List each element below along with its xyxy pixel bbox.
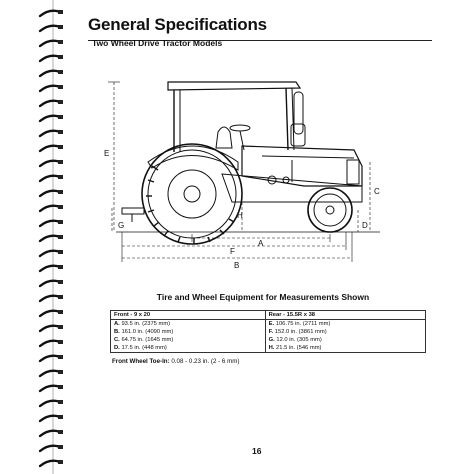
binding-hole	[58, 205, 63, 209]
spiral-coil	[40, 221, 60, 226]
spiral-coil	[40, 326, 60, 331]
spiral-coil	[40, 176, 60, 181]
binding-hole	[58, 235, 63, 239]
spiral-coil	[40, 161, 60, 166]
binding-hole	[58, 100, 63, 104]
binding-hole	[58, 310, 63, 314]
binding-hole	[58, 280, 63, 284]
binding-hole	[58, 295, 63, 299]
binding-hole	[58, 460, 63, 464]
binding-hole	[58, 415, 63, 419]
spiral-coil	[40, 41, 60, 46]
spiral-binding	[36, 0, 66, 474]
spiral-coil	[40, 296, 60, 301]
table-title: Tire and Wheel Equipment for Measurements Shown	[156, 292, 370, 302]
binding-hole	[58, 370, 63, 374]
tractor-drawing	[92, 62, 392, 284]
binding-hole	[58, 250, 63, 254]
measurement-row: C. 64.75 in. (1645 mm)	[114, 337, 174, 343]
measurement-row: G. 12.0 in. (305 mm)	[268, 337, 322, 343]
front-measurements-cell	[111, 320, 266, 353]
binding-hole	[58, 430, 63, 434]
spiral-coil	[40, 56, 60, 61]
spiral-coil	[40, 386, 60, 391]
spiral-coil	[40, 86, 60, 91]
spiral-coil	[40, 206, 60, 211]
spiral-coil	[40, 311, 60, 316]
dim-label-a: A	[258, 239, 264, 248]
spiral-coil	[40, 446, 60, 451]
binding-hole	[58, 130, 63, 134]
spiral-coil	[40, 191, 60, 196]
binding-hole	[58, 400, 63, 404]
spiral-coil	[40, 101, 60, 106]
binding-hole	[58, 265, 63, 269]
spiral-coil	[40, 416, 60, 421]
dim-label-e: E	[104, 149, 110, 158]
toe-in-note	[112, 358, 239, 365]
binding-hole	[58, 160, 63, 164]
tire-wheel-table	[110, 310, 426, 353]
binding-hole	[58, 190, 63, 194]
binding-hole	[58, 85, 63, 89]
binding-hole	[58, 220, 63, 224]
dim-label-b: B	[234, 261, 240, 270]
measurement-row: E. 106.75 in. (2711 mm)	[268, 321, 331, 327]
spiral-coil	[40, 371, 60, 376]
spiral-coil	[40, 401, 60, 406]
spiral-coil	[40, 341, 60, 346]
page-number: 16	[252, 446, 262, 456]
binding-hole	[58, 25, 63, 29]
dim-label-h: H	[237, 211, 243, 220]
spiral-coil	[40, 281, 60, 286]
title-bar	[88, 14, 432, 41]
binding-hole	[58, 115, 63, 119]
rear-column-header: Rear - 15.5R x 38	[265, 311, 425, 320]
tractor-diagram	[92, 62, 392, 284]
rear-measurements-cell	[265, 320, 425, 353]
spiral-coil	[40, 236, 60, 241]
spiral-coil	[40, 131, 60, 136]
dim-label-d: D	[362, 221, 368, 230]
spiral-coil	[40, 116, 60, 121]
toe-in-value: 0.08 - 0.23 in. (2 - 6 mm)	[169, 358, 240, 365]
measurement-row: B. 161.0 in. (4090 mm)	[114, 329, 174, 335]
spiral-coil	[40, 461, 60, 466]
front-column-header: Front - 9 x 20	[111, 311, 266, 320]
spiral-coil	[40, 26, 60, 31]
spiral-coil	[40, 146, 60, 151]
binding-hole	[58, 10, 63, 14]
spiral-coil	[40, 251, 60, 256]
page-title: General Specifications	[88, 15, 267, 34]
binding-hole	[58, 445, 63, 449]
spiral-coil	[40, 266, 60, 271]
spiral-coil	[40, 11, 60, 16]
binding-hole	[58, 55, 63, 59]
toe-in-label: Front Wheel Toe-In:	[112, 358, 170, 365]
dim-label-c: C	[374, 187, 380, 196]
binding-hole	[58, 385, 63, 389]
measurement-row: A. 93.5 in. (2375 mm)	[114, 321, 171, 327]
binding-hole	[58, 70, 63, 74]
page-subtitle: Two Wheel Drive Tractor Models	[92, 38, 223, 48]
binding-hole	[58, 175, 63, 179]
measurement-row: H. 21.5 in. (546 mm)	[268, 345, 322, 351]
dim-label-f: F	[230, 247, 235, 256]
spiral-coil	[40, 71, 60, 76]
spiral-coil	[40, 431, 60, 436]
measurement-row: F. 152.0 in. (3861 mm)	[268, 329, 327, 335]
dim-label-g: G	[118, 221, 125, 230]
binding-hole	[58, 325, 63, 329]
measurement-row: D. 17.5 in. (448 mm)	[114, 345, 167, 351]
binding-hole	[58, 40, 63, 44]
spiral-coil	[40, 356, 60, 361]
binding-hole	[58, 145, 63, 149]
binding-hole	[58, 355, 63, 359]
binding-hole	[58, 340, 63, 344]
